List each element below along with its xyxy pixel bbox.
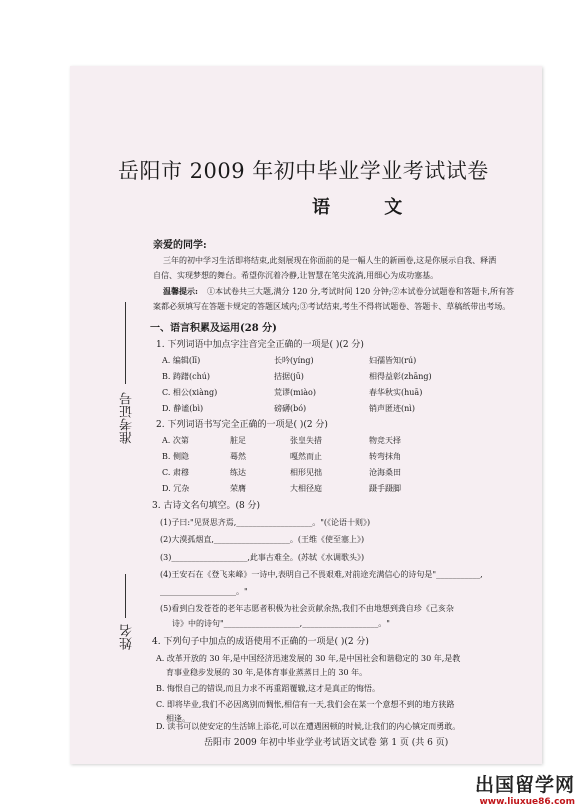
q1-a-3: 妇孺皆知(rú): [369, 356, 417, 365]
q2-d-3: 大相径庭: [290, 484, 322, 493]
q2-stem: 2. 下列词语书写完全正确的一项是( )(2 分): [156, 420, 328, 430]
exam-number-label: 准考证号: [120, 392, 135, 444]
q1-d-1: D. 静谧(bì): [162, 404, 204, 413]
q2-c-2: 练达: [230, 468, 246, 477]
q1-d-3: 销声匿迹(nì): [369, 404, 415, 413]
q2-b-4: 转弯抹角: [369, 452, 401, 461]
q4-c-1: C. 即将毕业,我们不必因离别而惆怅,相信有一天,我们会在某一个意想不到的地方狭路: [156, 700, 455, 709]
q3-line-4b: ___________________。": [160, 587, 248, 596]
name-line: [125, 574, 126, 618]
q4-a-1: A. 改革开放的 30 年,是中国经济迅速发展的 30 年,是中国社会和谐稳定的 30 年,是教: [156, 654, 461, 663]
subject-title: 语 文: [312, 197, 427, 218]
q2-a-1: A. 次第: [162, 436, 189, 445]
q1-a-1: A. 编辑(lī): [162, 356, 201, 365]
exam-title: 岳阳市 2009 年初中毕业学业考试试卷: [118, 159, 489, 183]
tip-label: 温馨提示:: [163, 286, 198, 296]
q2-c-1: C. 肃穆: [162, 468, 189, 477]
q2-b-1: B. 侧隐: [162, 452, 189, 461]
intro-line-2: 自信、实现梦想的舞台。希望你沉着冷静,让智慧在笔尖流淌,用细心为成功塞基。: [153, 271, 439, 280]
q1-c-1: C. 相公(xiàng): [162, 388, 218, 397]
q2-c-3: 相形见拙: [290, 468, 322, 477]
watermark: [475, 770, 575, 807]
page-footer: 岳阳市 2009 年初中毕业学业考试语文试卷 第 1 页 (共 6 页): [204, 738, 449, 748]
q4-a-2: 育事业稳步发展的 30 年,是体育事业蒸蒸日上的 30 年。: [166, 668, 368, 677]
exam-number-line: [125, 302, 126, 384]
q3-line-4a: (4)王安石在《登飞来峰》一诗中,表明自己不畏艰难,对前途充满信心的诗句是"___________,: [160, 570, 483, 579]
q1-b-3: 相得益彰(zhāng): [369, 372, 432, 381]
q4-d: D. 读书可以使安定的生活锦上添花,可以在遭遇困顿的时候,让我们的内心镇定而勇敢。: [156, 722, 461, 731]
q1-c-3: 春华秋实(huā): [369, 388, 423, 397]
q2-a-3: 张皇失措: [290, 436, 322, 445]
intro-line-1: 三年的初中学习生活即将结束,此刻展现在你面前的是一幅人生的新画卷,这是你展示自我、释洒: [163, 256, 497, 265]
q1-a-2: 长吟(yíng): [274, 356, 314, 365]
q1-b-1: B. 踌躇(chú): [162, 372, 210, 381]
q1-c-2: 荒谬(miào): [274, 388, 316, 397]
watermark-url: www.liuxue86.com: [479, 797, 575, 807]
q2-b-3: 嘎然而止: [290, 452, 322, 461]
q2-a-4: 物竞天择: [369, 436, 401, 445]
tip-line-1: ①本试卷共三大题,满分 120 分,考试时间 120 分钟;②本试卷分试题卷和答题卡,所有答: [207, 287, 515, 296]
name-label: 姓名: [120, 624, 135, 650]
q1-d-2: 磅礴(bó): [274, 404, 307, 413]
q3-line-5a: (5)看到白发苍苍的老年志愿者积极为社会贡献余热,我们不由地想到龚自珍《己亥杂: [160, 604, 454, 613]
q2-b-2: 蓦然: [230, 452, 246, 461]
q4-stem: 4. 下列句子中加点的成语使用不正确的一项是( )(2 分): [152, 637, 369, 647]
q3-line-1: (1)子曰:"见贤思齐焉,___________________。"(《论语十则》): [160, 518, 371, 527]
q1-b-2: 拮据(jū): [274, 372, 304, 381]
q2-c-4: 沧海桑田: [369, 468, 401, 477]
q4-b: B. 悔恨自己的错误,而且力求不再重蹈覆辙,这才是真正的悔悟。: [156, 684, 381, 693]
q2-d-1: D. 冗杂: [162, 484, 190, 493]
q2-d-2: 荣膺: [230, 484, 246, 493]
q2-d-4: 蹑手蹑脚: [369, 484, 401, 493]
section-1-heading: 一、语言积累及运用(28 分): [150, 323, 277, 334]
q3-line-3: (3)___________________,此事古难全。(苏轼《水调歌头》): [160, 553, 365, 562]
q4-c-2: 相逢。: [166, 714, 190, 723]
tip-line-2: 案都必须填写在答题卡规定的答题区域内;③考试结束,考生不得将试题卷、答题卡、草稿纸带出考场。: [153, 302, 511, 311]
q3-line-2: (2)大漠孤烟直,___________________。(王维《使至塞上》): [160, 535, 365, 544]
greeting: 亲爱的同学:: [153, 240, 207, 251]
q2-a-2: 脏足: [230, 436, 246, 445]
q1-stem: 1. 下列词语中加点字注音完全正确的一项是( )(2 分): [156, 340, 364, 350]
q3-stem: 3. 古诗文名句填空。(8 分): [152, 501, 261, 511]
q3-line-5b: 诗》中的诗句"___________________,___________________。": [172, 619, 390, 628]
watermark-brand: 出国留学网: [474, 774, 575, 796]
